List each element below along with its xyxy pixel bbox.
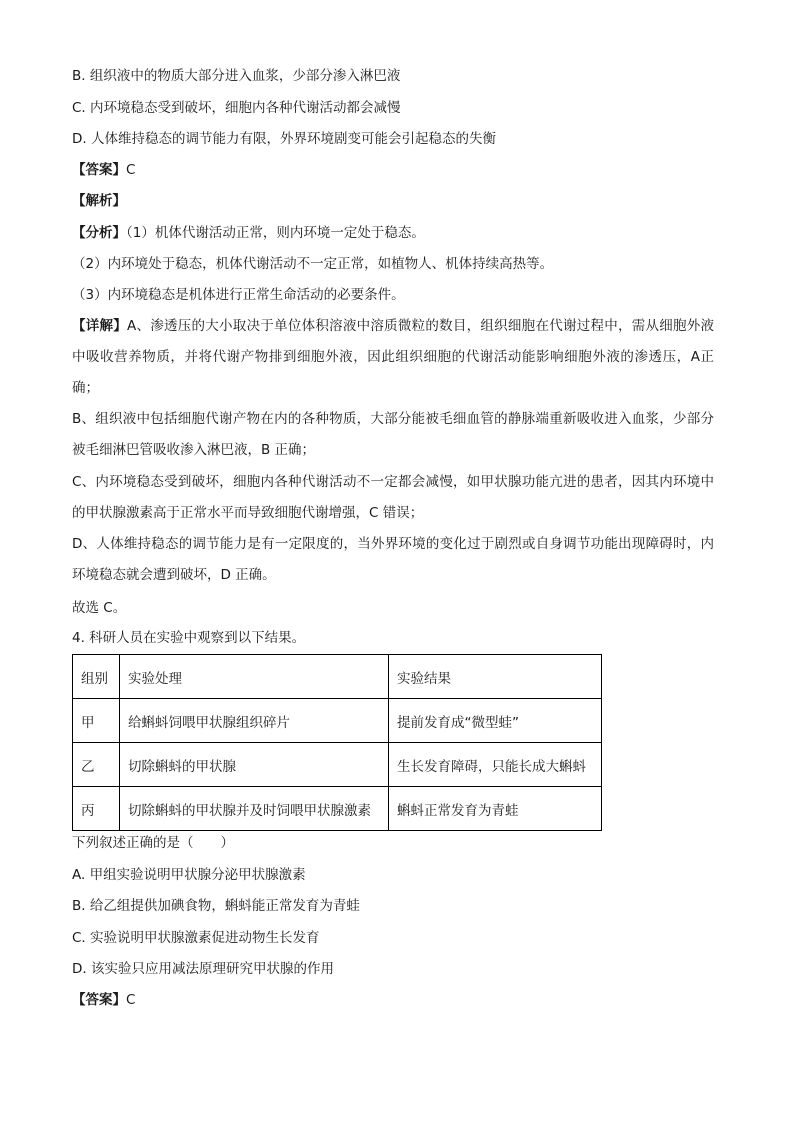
q4-option-c: C. 实验说明甲状腺激素促进动物生长发育 — [72, 930, 320, 946]
q4-option-d: D. 该实验只应用减法原理研究甲状腺的作用 — [72, 961, 334, 977]
detail-b: B、组织液中包括细胞代谢产物在内的各种物质，大部分能被毛细血管的静脉端重新吸收进入血浆，少部分被毛细淋巴管吸收渗入淋巴液，B 正确； — [72, 411, 714, 458]
option-d: D. 人体维持稳态的调节能力有限，外界环境剧变可能会引起稳态的失衡 — [72, 131, 496, 147]
table-row — [73, 699, 602, 743]
question-4-prompt: 下列叙述正确的是（ ） — [72, 835, 234, 851]
conclusion: 故选 C。 — [72, 600, 127, 616]
table-cell: 乙 — [73, 743, 120, 787]
table-header-row — [73, 655, 602, 699]
table-cell: 切除蝌蚪的甲状腺并及时饲喂甲状腺激素 — [120, 787, 389, 831]
table-cell: 给蝌蚪饲喂甲状腺组织碎片 — [120, 699, 389, 743]
q4-answer-line — [72, 990, 714, 1010]
table-row — [73, 787, 602, 831]
option-c: C. 内环境稳态受到破坏，细胞内各种代谢活动都会减慢 — [72, 100, 401, 116]
table-row — [73, 743, 602, 787]
table-cell: 蝌蚪正常发育为青蛙 — [389, 787, 602, 831]
table-cell: 提前发育成“微型蛙” — [389, 699, 602, 743]
table-header-cell: 实验处理 — [120, 655, 389, 699]
analysis-heading — [72, 191, 714, 211]
detail-a-text: A、渗透压的大小取决于单位体积溶液中溶质微粒的数目，组织细胞在代谢过程中，需从细胞外液中吸收营养物质，并将代谢产物排到细胞外液，因此组织细胞的代谢活动能影响细胞外液的渗透压，A正确； — [72, 318, 715, 396]
q4-answer-value: C — [126, 992, 136, 1008]
fenxi-line-1 — [72, 223, 714, 243]
detail-tag: 【详解】 — [72, 318, 128, 334]
fenxi-line-2: （2）内环境处于稳态，机体代谢活动不一定正常，如植物人、机体持续高热等。 — [72, 256, 554, 272]
detail-a — [72, 311, 714, 404]
table-header-cell: 组别 — [73, 655, 120, 699]
table-header-cell: 实验结果 — [389, 655, 602, 699]
option-b: B. 组织液中的物质大部分进入血浆，少部分渗入淋巴液 — [72, 68, 401, 84]
experiment-table — [72, 654, 602, 831]
question-4-stem: 4. 科研人员在实验中观察到以下结果。 — [72, 630, 306, 646]
table-cell: 生长发育障碍，只能长成大蝌蚪 — [389, 743, 602, 787]
detail-d: D、人体维持稳态的调节能力是有一定限度的，当外界环境的变化过于剧烈或自身调节功能出现障碍时，内环境稳态就会遭到破坏，D 正确。 — [72, 536, 714, 583]
q4-answer-tag: 【答案】 — [72, 992, 126, 1008]
analysis-tag: 【解析】 — [72, 193, 126, 209]
fenxi-tag: 【分析】 — [72, 225, 126, 241]
answer-tag: 【答案】 — [72, 162, 126, 178]
fenxi-text-1: （1）机体代谢活动正常，则内环境一定处于稳态。 — [126, 225, 425, 241]
detail-c: C、内环境稳态受到破坏，细胞内各种代谢活动不一定都会减慢，如甲状腺功能亢进的患者，因其内环境中的甲状腺激素高于正常水平而导致细胞代谢增强，C 错误； — [72, 474, 714, 521]
fenxi-line-3: （3）内环境稳态是机体进行正常生命活动的必要条件。 — [72, 287, 405, 303]
answer-value: C — [126, 162, 136, 178]
q4-option-a: A. 甲组实验说明甲状腺分泌甲状腺激素 — [72, 867, 306, 883]
table-cell: 甲 — [73, 699, 120, 743]
answer-line — [72, 160, 714, 180]
table-cell: 丙 — [73, 787, 120, 831]
q4-option-b: B. 给乙组提供加碘食物，蝌蚪能正常发育为青蛙 — [72, 898, 360, 914]
table-cell: 切除蝌蚪的甲状腺 — [120, 743, 389, 787]
